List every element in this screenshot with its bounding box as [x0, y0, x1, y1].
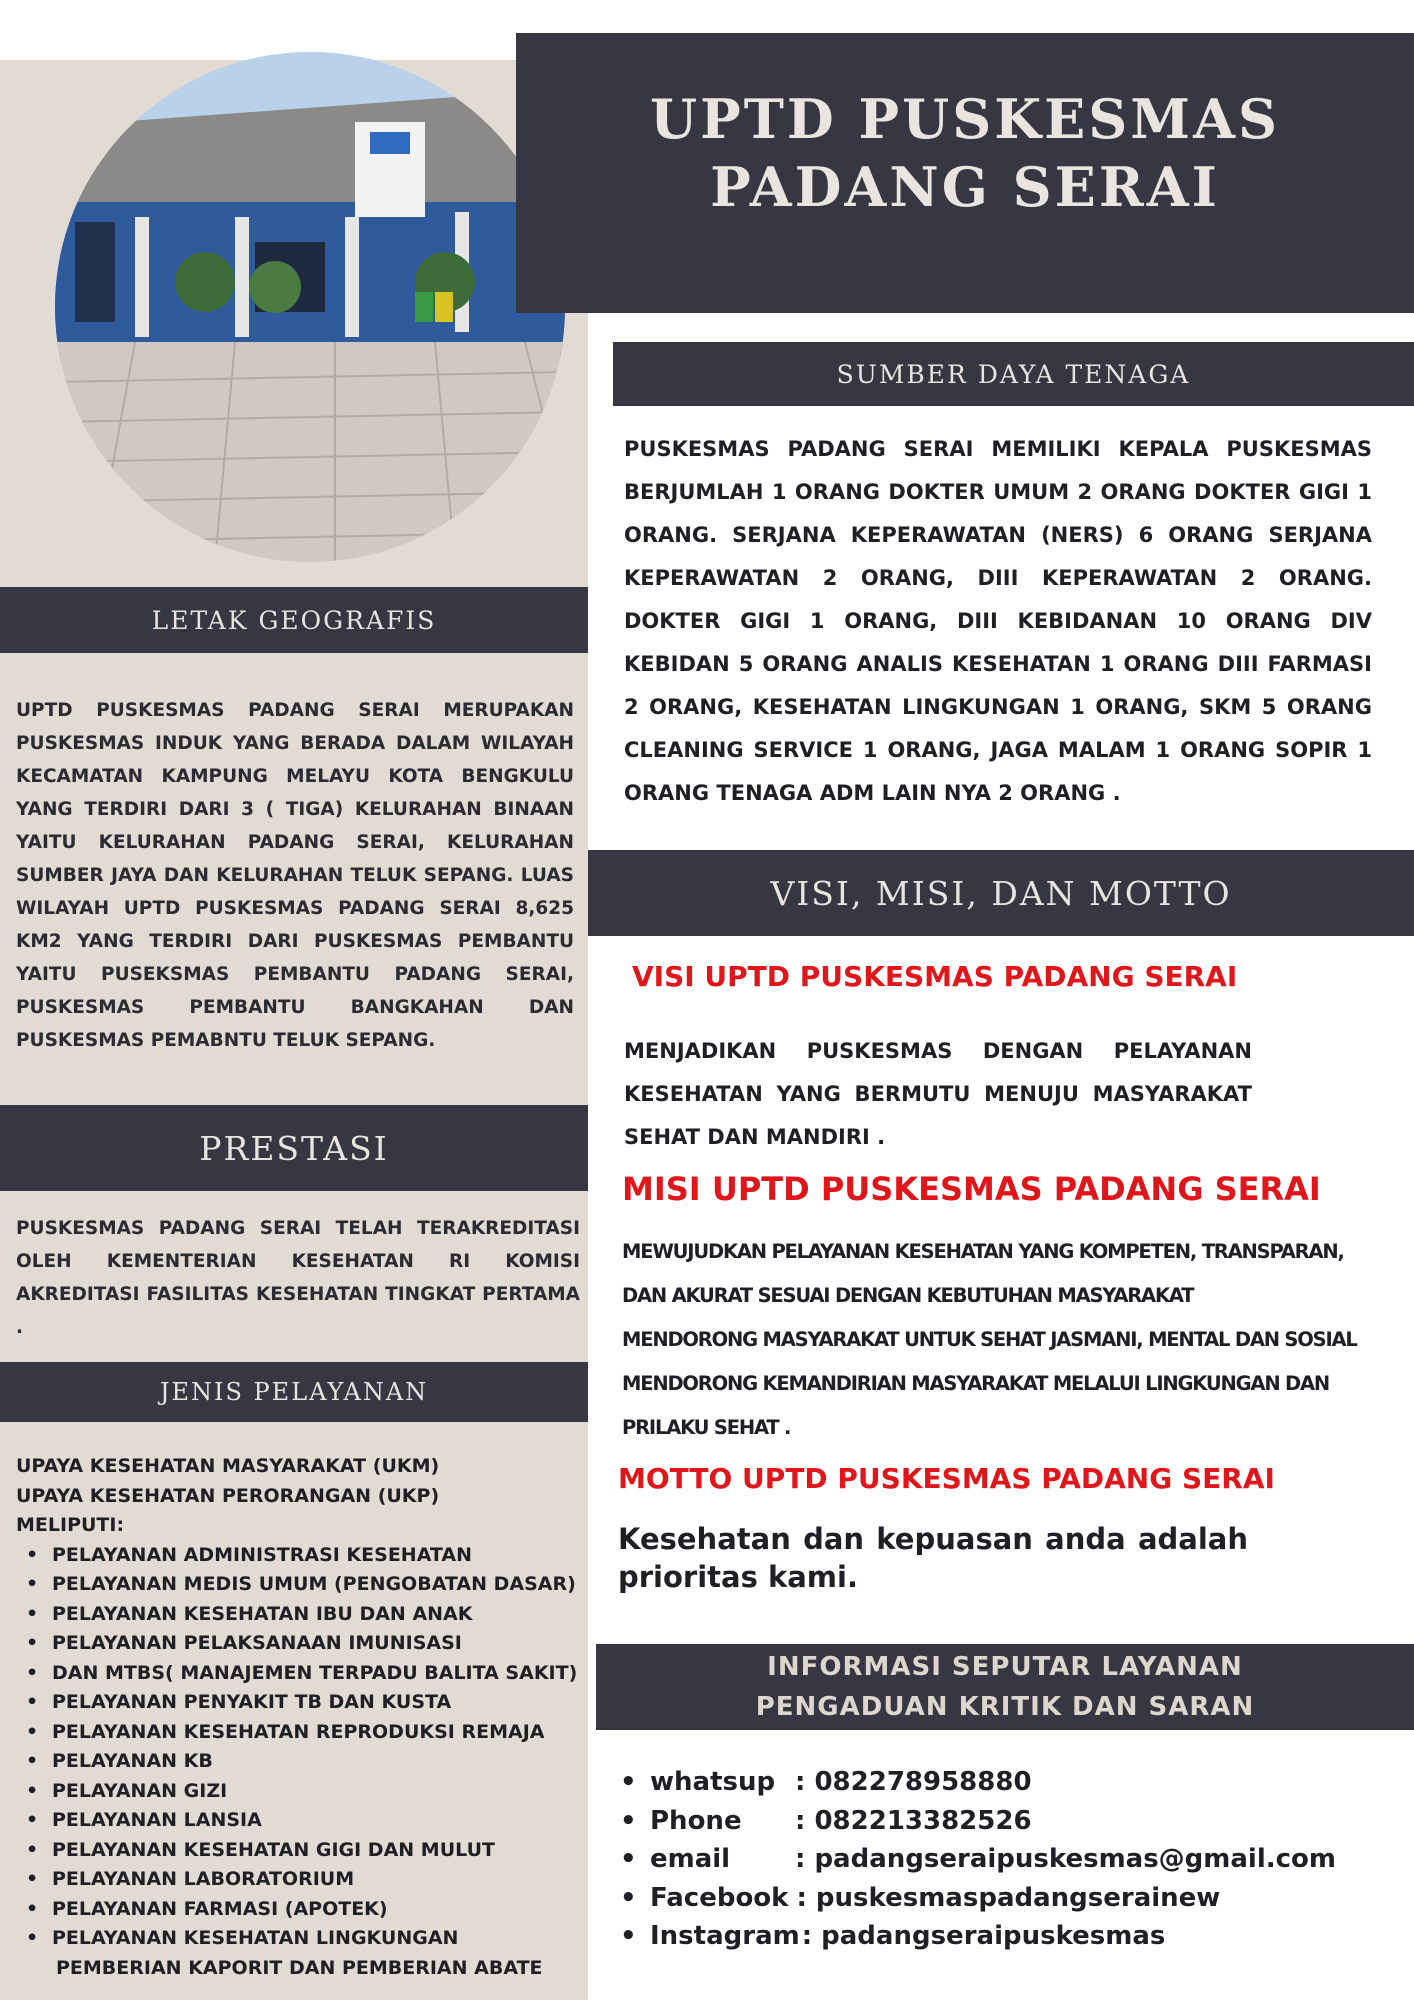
- contact-value[interactable]: : padangseraipuskesmas: [801, 1921, 1166, 1951]
- contact-phone: [616, 1802, 1336, 1841]
- services-line-meliputi: MELIPUTI:: [16, 1514, 125, 1536]
- list-item: • PELAYANAN KB: [16, 1747, 586, 1777]
- list-item: • PELAYANAN ADMINISTRASI KESEHATAN: [16, 1541, 586, 1571]
- sdm-heading: SUMBER DAYA TENAGA: [836, 359, 1191, 389]
- motto-body: Kesehatan dan kepuasan anda adalah prioritas kami.: [618, 1522, 1248, 1594]
- visi-misi-heading: VISI, MISI, DAN MOTTO: [770, 873, 1232, 913]
- list-item: • PELAYANAN LABORATORIUM: [16, 1865, 586, 1895]
- contact-label: • Instagram: [650, 1921, 800, 1951]
- info-heading-line-2: PENGADUAN KRITIK DAN SARAN: [755, 1692, 1255, 1722]
- prestasi-body: PUSKESMAS PADANG SERAI TELAH TERAKREDITASI OLEH KEMENTERIAN KESEHATAN RI KOMISI AKREDITASI FASILITAS KESEHATAN TINGKAT PERTAMA .: [16, 1218, 580, 1338]
- sdm-heading-bar: [613, 342, 1414, 406]
- list-item: • PELAYANAN PELAKSANAAN IMUNISASI: [16, 1629, 586, 1659]
- list-item: • PELAYANAN MEDIS UMUM (PENGOBATAN DASAR): [16, 1570, 586, 1600]
- contact-value[interactable]: : puskesmaspadangserainew: [796, 1882, 1221, 1913]
- info-heading-line-1: INFORMASI SEPUTAR LAYANAN: [767, 1652, 1243, 1682]
- contact-value[interactable]: : padangseraipuskesmas@gmail.com: [795, 1844, 1336, 1874]
- list-item: • PELAYANAN GIZI: [16, 1777, 586, 1807]
- contact-label: • whatsup: [650, 1767, 776, 1797]
- visi-body: MENJADIKAN PUSKESMAS DENGAN PELAYANAN KESEHATAN YANG BERMUTU MENUJU MASYARAKAT SEHAT DAN MANDIRI .: [624, 1039, 1252, 1149]
- services-items: [16, 1541, 586, 1954]
- visi-title: VISI UPTD PUSKESMAS PADANG SERAI: [632, 960, 1238, 993]
- contact-value[interactable]: : 082278958880: [795, 1767, 1032, 1797]
- title-line-1: UPTD PUSKESMAS: [650, 87, 1280, 151]
- contact-label: • email: [650, 1844, 731, 1874]
- services-line-ukm: UPAYA KESEHATAN MASYARAKAT (UKM): [16, 1455, 440, 1477]
- misi-body: [622, 1230, 1357, 1450]
- list-item: • PELAYANAN KESEHATAN IBU DAN ANAK: [16, 1600, 586, 1630]
- jenis-heading: JENIS PELAYANAN: [159, 1378, 429, 1406]
- contact-list: [616, 1763, 1336, 1956]
- title-banner: [516, 33, 1414, 313]
- sdm-body: PUSKESMAS PADANG SERAI MEMILIKI KEPALA PUSKESMAS BERJUMLAH 1 ORANG DOKTER UMUM 2 ORANG DOKTER GIGI 1 ORANG. SERJANA KEPERAWATAN (NERS) 6 ORANG SERJANA KEPERAWATAN 2 ORANG, DIII KEPERAWATAN 2 ORANG. DOKTER GIGI 1 ORANG, DIII KEBIDANAN 10 ORANG DIV KEBIDAN 5 ORANG ANALIS KESEHATAN 1 ORANG DIII FARMASI 2 ORANG, KESEHATAN LINGKUNGAN 1 ORANG, SKM 5 ORANG CLEANING SERVICE 1 ORANG, JAGA MALAM 1 ORANG SOPIR 1 ORANG TENAGA ADM LAIN NYA 2 ORANG .: [624, 437, 1372, 805]
- geografis-heading: LETAK GEOGRAFIS: [151, 605, 437, 635]
- contact-instagram: [616, 1917, 1336, 1956]
- jenis-heading-bar: [0, 1362, 588, 1422]
- geografis-body: UPTD PUSKESMAS PADANG SERAI MERUPAKAN PUSKESMAS INDUK YANG BERADA DALAM WILAYAH KECAMATAN KAMPUNG MELAYU KOTA BENGKULU YANG TERDIRI DARI 3 ( TIGA) KELURAHAN BINAAN YAITU KELURAHAN PADANG SERAI, KELURAHAN SUMBER JAYA DAN KELURAHAN TELUK SEPANG. LUAS WILAYAH UPTD PUSKESMAS PADANG SERAI 8,625 KM2 YANG TERDIRI DARI PUSKESMAS PEMBANTU YAITU PUSEKSMAS PEMBANTU PADANG SERAI, PUSKESMAS PEMBANTU BANGKAHAN DAN PUSKESMAS PEMABNTU TELUK SEPANG.: [16, 700, 574, 1051]
- visi-misi-heading-bar: [588, 850, 1414, 936]
- list-item: • PELAYANAN KESEHATAN REPRODUKSI REMAJA: [16, 1718, 586, 1748]
- services-list: [16, 1452, 586, 1983]
- services-line-ukp: UPAYA KESEHATAN PERORANGAN (UKP): [16, 1484, 440, 1507]
- list-item: • PELAYANAN FARMASI (APOTEK): [16, 1895, 586, 1925]
- misi-line: MENDORONG MASYARAKAT UNTUK SEHAT JASMANI, MENTAL DAN SOSIAL: [622, 1328, 1357, 1351]
- contact-email: [616, 1840, 1336, 1879]
- misi-line: PRILAKU SEHAT .: [622, 1416, 791, 1439]
- list-item: • PELAYANAN KESEHATAN LINGKUNGAN: [16, 1924, 586, 1954]
- list-item: • PELAYANAN LANSIA: [16, 1806, 586, 1836]
- title-line-2: PADANG SERAI: [710, 155, 1220, 219]
- contact-facebook: [616, 1879, 1336, 1918]
- contact-label: • Phone: [650, 1805, 742, 1836]
- list-item: • PELAYANAN PENYAKIT TB DAN KUSTA: [16, 1688, 586, 1718]
- misi-title: MISI UPTD PUSKESMAS PADANG SERAI: [622, 1170, 1321, 1208]
- misi-line: MEWUJUDKAN PELAYANAN KESEHATAN YANG KOMPETEN, TRANSPARAN,: [622, 1240, 1344, 1263]
- prestasi-heading-bar: [0, 1105, 588, 1191]
- list-item: • DAN MTBS( MANAJEMEN TERPADU BALITA SAKIT): [16, 1659, 586, 1689]
- building-photo-illustration: [55, 52, 565, 562]
- info-heading-bar: [596, 1644, 1414, 1730]
- contact-whatsapp: [616, 1763, 1336, 1802]
- motto-title: MOTTO UPTD PUSKESMAS PADANG SERAI: [618, 1462, 1275, 1495]
- page-title: [516, 85, 1414, 221]
- list-item: • PELAYANAN KESEHATAN GIGI DAN MULUT: [16, 1836, 586, 1866]
- geografis-heading-bar: [0, 587, 588, 653]
- contact-label: • Facebook: [650, 1882, 789, 1913]
- building-photo: [55, 52, 565, 562]
- contact-value[interactable]: : 082213382526: [795, 1805, 1032, 1836]
- misi-line: DAN AKURAT SESUAI DENGAN KEBUTUHAN MASYARAKAT: [622, 1284, 1194, 1307]
- misi-line: MENDORONG KEMANDIRIAN MASYARAKAT MELALUI LINGKUNGAN DAN: [622, 1372, 1330, 1395]
- prestasi-heading: PRESTASI: [199, 1128, 389, 1168]
- services-continuation: PEMBERIAN KAPORIT DAN PEMBERIAN ABATE: [56, 1956, 543, 1979]
